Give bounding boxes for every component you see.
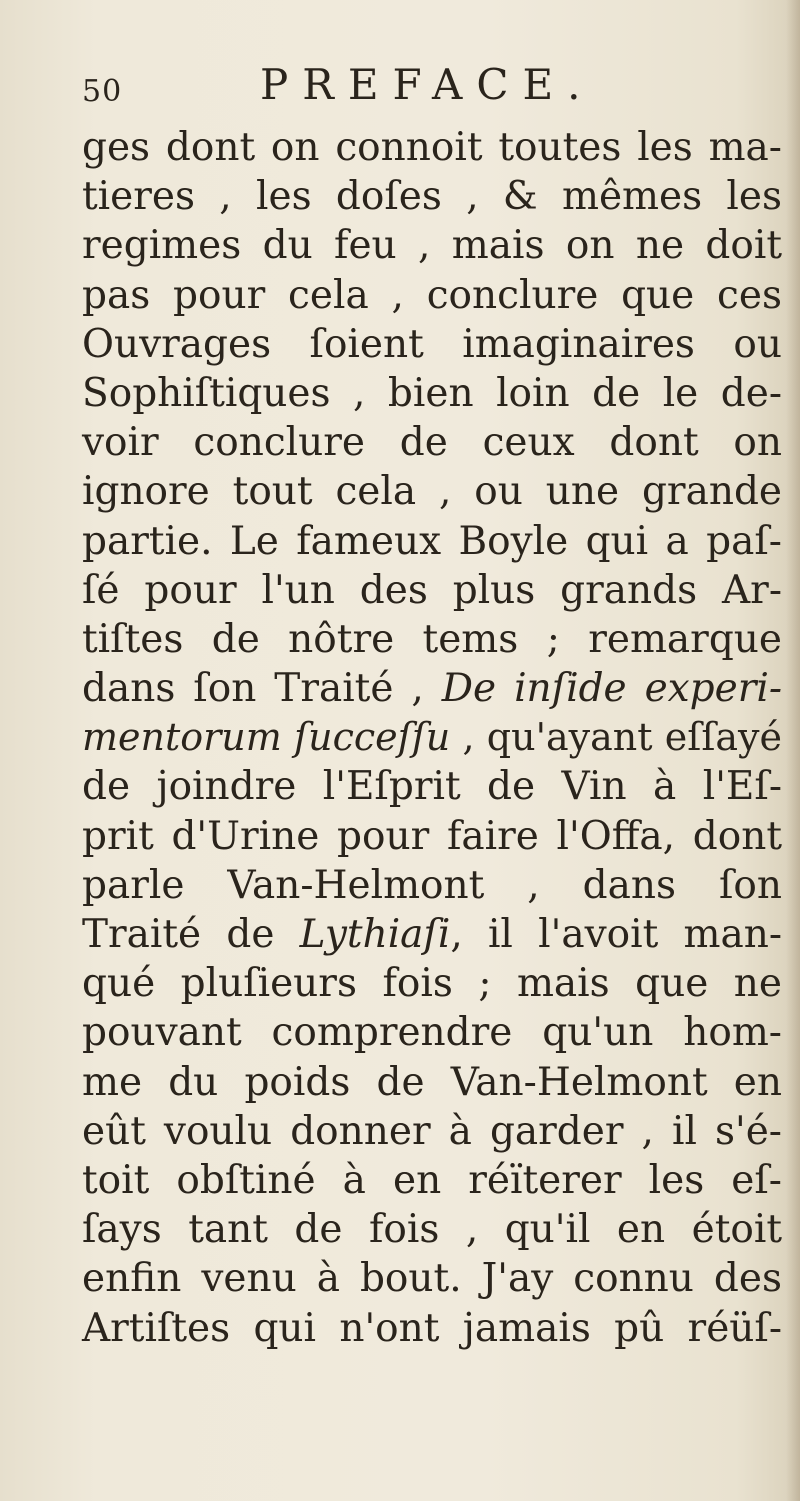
text-line: mentorum ſucceſſu , qu'ayant eſſayé — [82, 715, 783, 760]
text-line: voir conclure de ceux dont on — [82, 420, 782, 466]
text-line: parle Van-Helmont , dans ſon — [82, 862, 782, 908]
text-line: qué pluſieurs fois ; mais que ne — [82, 961, 782, 1007]
text-line: dans ſon Traité , De inſide experi- — [82, 666, 782, 712]
italic-title: De inſide experi- — [441, 666, 782, 712]
italic-title: Lythiaſi — [299, 912, 451, 957]
text-line: ſé pour l'un des plus grands Ar- — [82, 567, 782, 613]
italic-title: mentorum ſucceſſu — [82, 715, 451, 760]
text-line: pouvant comprendre qu'un hom- — [82, 1010, 782, 1056]
page-header — [82, 60, 722, 110]
text-line: enfin venu à bout. J'ay connu des — [82, 1256, 782, 1302]
text-line: Sophiſtiques , bien loin de le de- — [82, 370, 782, 416]
text-line: me du poids de Van-Helmont en — [82, 1059, 782, 1105]
page-edge-shadow — [786, 0, 800, 1501]
text-line: tieres , les doſes , & mêmes les — [82, 174, 782, 220]
body-text — [82, 123, 782, 1353]
text-line: ignore tout cela , ou une grande — [82, 469, 782, 515]
text-line: pas pour cela , conclure que ces — [82, 272, 782, 318]
text-line: de joindre l'Eſprit de Vin à l'Eſ- — [82, 764, 782, 810]
text-line: toit obſtiné à en réïterer les eſ- — [82, 1157, 782, 1203]
text-line: eût voulu donner à garder , il s'é- — [82, 1108, 782, 1154]
text-line: ſays tant de fois , qu'il en étoit — [82, 1207, 782, 1253]
text-line: Traité de Lythiaſi, il l'avoit man- — [82, 912, 782, 957]
running-title: PREFACE. — [260, 60, 595, 109]
text-line: regimes du feu , mais on ne doit — [82, 223, 782, 269]
text-line: Artiſtes qui n'ont jamais pû réüſ- — [82, 1305, 782, 1351]
page-number: 50 — [82, 74, 123, 109]
text-line: partie. Le fameux Boyle qui a paſ- — [82, 518, 782, 564]
text-line: tiſtes de nôtre tems ; remarque — [82, 616, 782, 662]
text-line: Ouvrages ſoient imaginaires ou — [82, 321, 782, 367]
text-line: prit d'Urine pour faire l'Offa, dont — [82, 813, 782, 859]
text-line: ges dont on connoit toutes les ma- — [82, 125, 782, 170]
